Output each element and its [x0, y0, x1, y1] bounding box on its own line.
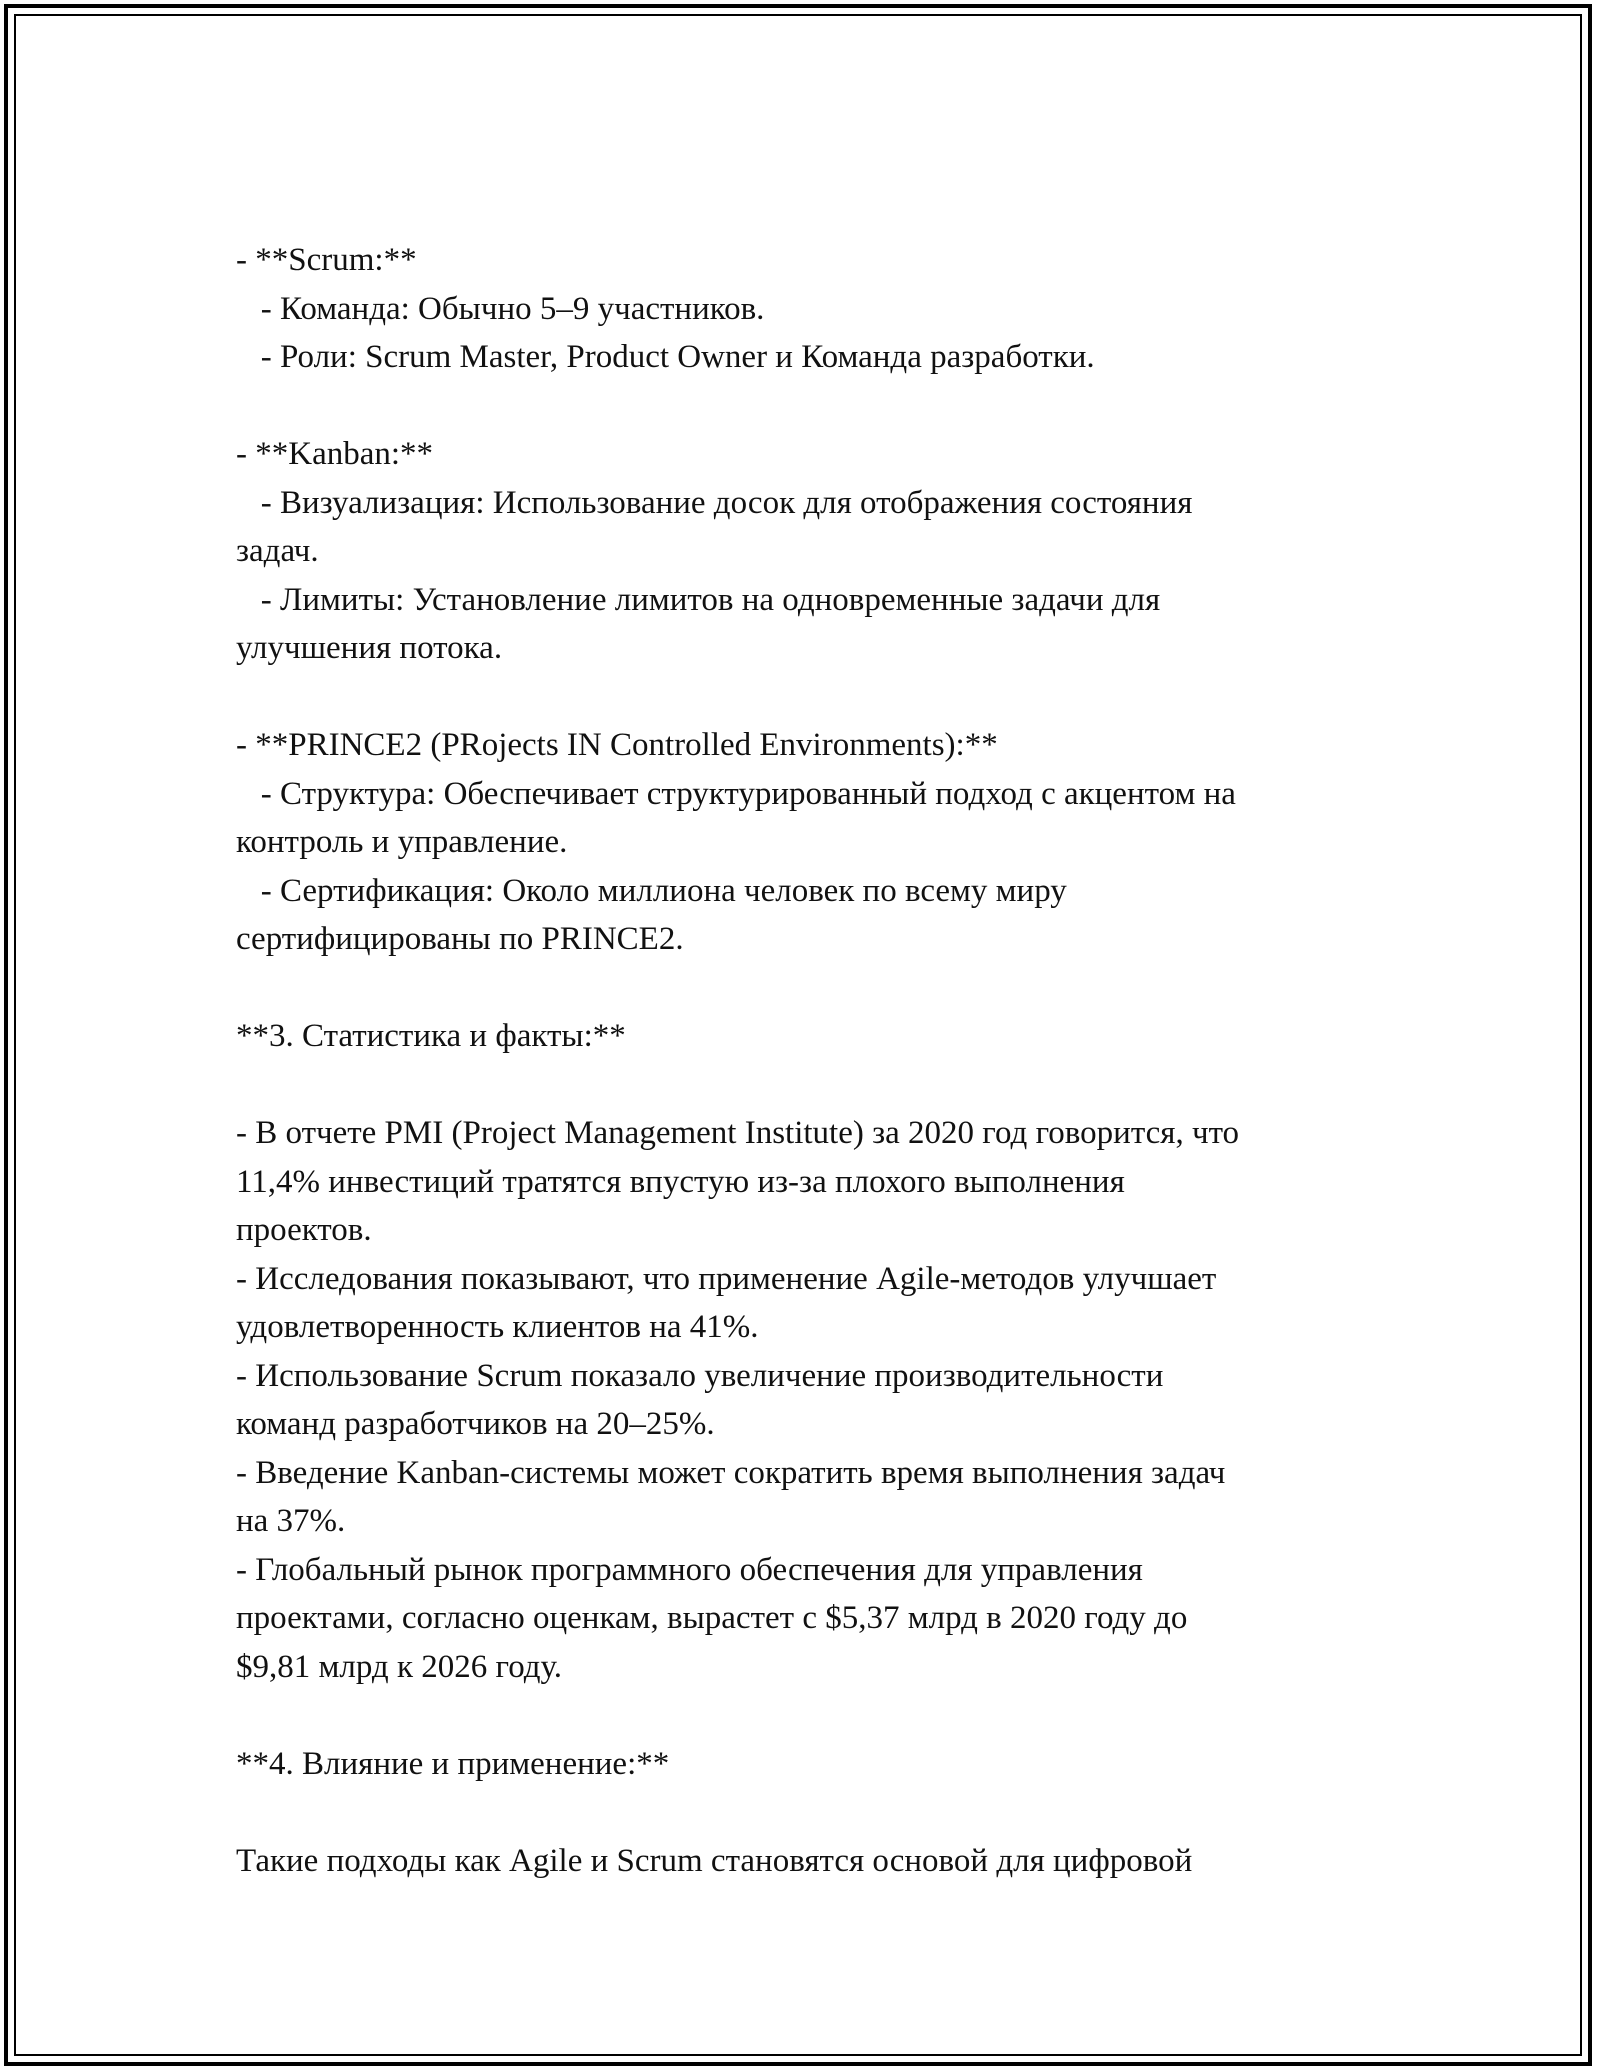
text-line: - Введение Kanban-системы может сократить время выполнения задач: [236, 1454, 1226, 1491]
section-heading: **4. Влияние и применение:**: [236, 1745, 670, 1782]
text-line: - Структура: Обеспечивает структурированный подход с акцентом на: [236, 775, 1236, 812]
text-line: на 37%.: [236, 1503, 346, 1539]
text-line: проектами, согласно оценкам, вырастет с $5,37 млрд в 2020 году до: [236, 1600, 1188, 1636]
blank-line: [236, 1061, 1366, 1110]
section-heading: **3. Статистика и факты:**: [236, 1018, 626, 1054]
text-line: - Исследования показывают, что применение Agile-методов улучшает: [236, 1260, 1217, 1297]
text-line: - **Kanban:**: [236, 436, 434, 472]
text-line: улучшения потока.: [236, 630, 503, 666]
text-line: - Сертификация: Около миллиона человек по всему миру: [236, 872, 1067, 909]
document-body: [236, 236, 1366, 1885]
text-line: - Роли: Scrum Master, Product Owner и Команда разработки.: [236, 339, 1095, 375]
text-line: - Глобальный рынок программного обеспечения для управления: [236, 1551, 1143, 1588]
text-line: проектов.: [236, 1212, 372, 1248]
blank-line: [236, 1691, 1366, 1740]
text-line: 11,4% инвестиций тратятся впустую из-за плохого выполнения: [236, 1163, 1125, 1200]
text-line: контроль и управление.: [236, 824, 568, 860]
blank-line: [236, 1788, 1366, 1837]
text-line: - **Scrum:**: [236, 242, 417, 278]
text-line: - В отчете PMI (Project Management Institute) за 2020 год говорится, что: [236, 1115, 1240, 1151]
text-line: Такие подходы как Agile и Scrum становятся основой для цифровой: [236, 1842, 1193, 1879]
blank-line: [236, 382, 1366, 431]
text-line: команд разработчиков на 20–25%.: [236, 1406, 715, 1442]
text-line: $9,81 млрд к 2026 году.: [236, 1648, 562, 1685]
text-line: - Команда: Обычно 5–9 участников.: [236, 290, 765, 327]
text-line: - Использование Scrum показало увеличение производительности: [236, 1357, 1164, 1394]
blank-line: [236, 964, 1366, 1013]
text-line: задач.: [236, 533, 319, 569]
blank-line: [236, 673, 1366, 722]
text-line: - Лимиты: Установление лимитов на одновременные задачи для: [236, 581, 1161, 618]
text-line: - Визуализация: Использование досок для отображения состояния: [236, 484, 1193, 521]
text-line: - **PRINCE2 (PRojects IN Controlled Environments):**: [236, 727, 998, 763]
text-line: удовлетворенность клиентов на 41%.: [236, 1309, 759, 1345]
text-line: сертифицированы по PRINCE2.: [236, 921, 684, 957]
